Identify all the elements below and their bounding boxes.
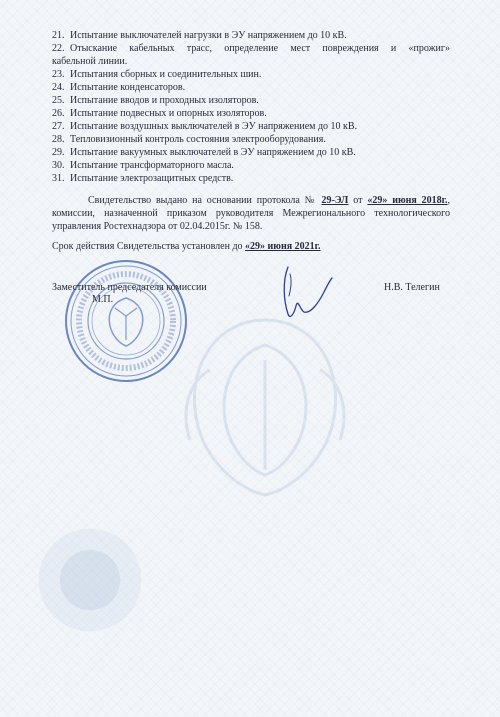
guilloche-rosette bbox=[30, 520, 150, 640]
signatory-name: Н.В. Телегин bbox=[384, 282, 440, 293]
validity-line bbox=[52, 240, 450, 253]
issued-from: от bbox=[353, 195, 363, 206]
list-item: 29. Испытание вакуумных выключателей в ЭУ напряжением до 10 кВ. bbox=[52, 147, 356, 158]
list-item: 25. Испытание вводов и проходных изоляторов. bbox=[52, 95, 259, 106]
validity-prefix: Срок действия Свидетельства установлен до bbox=[52, 241, 246, 252]
test-list bbox=[52, 29, 450, 185]
list-item-continuation: кабельной линии. bbox=[52, 56, 128, 67]
list-item: 31. Испытание электрозащитных средств. bbox=[52, 173, 234, 184]
official-seal bbox=[63, 258, 189, 384]
stamp-label: М.П. bbox=[92, 294, 114, 305]
protocol-number: 29-ЭЛ bbox=[321, 195, 349, 206]
handwritten-signature bbox=[270, 262, 340, 332]
issued-rest: , комиссии, назначенной приказом руководителя Межрегионального технологического управления Ростехнадзора от 02.04.2015г. № 158. bbox=[52, 195, 451, 232]
list-item: 26. Испытание подвесных и опорных изоляторов. bbox=[52, 108, 267, 119]
list-item: 21. Испытание выключателей нагрузки в ЭУ напряжением до 10 кВ. bbox=[52, 30, 347, 41]
issued-prefix: Свидетельство выдано на основании протокола № bbox=[88, 195, 317, 206]
issued-paragraph bbox=[52, 194, 450, 233]
signatory-position: Заместитель председателя комиссии bbox=[52, 282, 207, 293]
protocol-date: «29» июня 2018г. bbox=[367, 195, 448, 206]
list-item: 28. Тепловизионный контроль состояния электрооборудования. bbox=[52, 134, 326, 145]
list-item: 23. Испытания сборных и соединительных шин. bbox=[52, 69, 262, 80]
list-item: 27. Испытание воздушных выключателей в ЭУ напряжением до 10 кВ. bbox=[52, 121, 358, 132]
validity-date: «29» июня 2021г. bbox=[245, 241, 321, 252]
list-item: 22. Отыскание кабельных трасс, определение мест повреждения и «прожиг» bbox=[52, 43, 450, 54]
list-item: 30. Испытание трансформаторного масла. bbox=[52, 160, 234, 171]
list-item: 24. Испытание конденсаторов. bbox=[52, 82, 186, 93]
